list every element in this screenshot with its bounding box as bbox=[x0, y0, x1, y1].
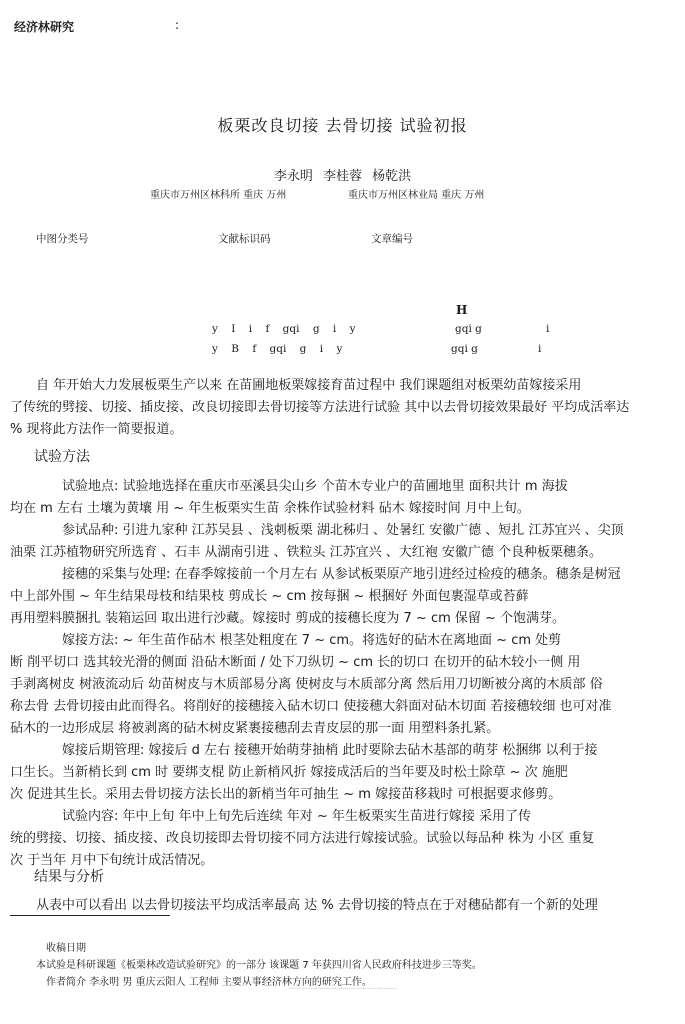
methods-line: 再用塑料膜捆扎 装箱运回 取出进行沙藏。嫁接时 剪成的接穗长度为 7 ~ cm 保留 ~ 个饱满芽。 bbox=[10, 611, 566, 626]
english-line-1b: gqi g bbox=[455, 323, 482, 335]
clc-label: 中图分类号 bbox=[36, 233, 89, 245]
english-heading: H bbox=[456, 303, 468, 317]
methods-line: 试验地点: 试验地选择在重庆市巫溪县尖山乡 个苗木专业户的苗圃地里 面积共计 m 海拔 bbox=[62, 479, 568, 494]
methods-line: 嫁接后期管理: 嫁接后 d 左右 接穗开始萌芽抽梢 此时要除去砧木基部的萌芽 松捆绑 以利于接 bbox=[62, 743, 598, 758]
methods-line: 次 促进其生长。采用去骨切接方法长出的新梢当年可抽生 ~ m 嫁接苗移栽时 可根据要求修剪。 bbox=[10, 787, 562, 802]
footnote-divider bbox=[10, 915, 170, 916]
methods-line: 接穗的采集与处理: 在春季嫁接前一个月左右 从参试板栗原产地引进经过检疫的穗条。穗条是树冠 bbox=[62, 567, 621, 582]
intro-line: 了传统的劈接、切接、插皮接、改良切接即去骨切接等方法进行试验 其中以去骨切接效果最好 平均成活率达 bbox=[10, 400, 630, 415]
section-heading-results: 结果与分析 bbox=[34, 869, 104, 885]
journal-name: 经济林研究 bbox=[14, 20, 75, 34]
methods-line: 均在 m 左右 土壤为黄壤 用 ~ 年生板栗实生苗 余株作试验材料 砧木 嫁接时间 月中上旬。 bbox=[10, 501, 530, 516]
english-line-2a: y B f gqi g i y bbox=[212, 343, 343, 355]
section-heading-methods: 试验方法 bbox=[34, 449, 90, 465]
article-number-label: 文章编号 bbox=[371, 233, 413, 245]
methods-line: 嫁接方法: ~ 年生苗作砧木 根茎处粗度在 7 ~ cm。将选好的砧木在离地面 ~ cm 处剪 bbox=[62, 633, 562, 648]
english-line-1a: y I i f gqi g i y bbox=[212, 323, 356, 335]
header-colon: : bbox=[175, 18, 180, 32]
methods-line: 次 于当年 月中下旬统计成活情况。 bbox=[10, 853, 214, 868]
methods-line: 砧木的一边形成层 将被剥离的砧木树皮紧裹接穗刮去青皮层的那一面 用塑料条扎紧。 bbox=[10, 721, 500, 736]
affiliation-1: 重庆市万州区林科所 重庆 万州 bbox=[150, 190, 287, 201]
footnote-author: 作者简介 李永明 男 重庆云阳人 工程师 主要从事经济林方向的研究工作。 bbox=[46, 977, 372, 988]
english-line-2b: gqi g bbox=[451, 343, 478, 355]
english-line-1c: i bbox=[546, 323, 550, 335]
copyright-watermark: © 1994-2013 China Academic Journal Electronic Publishing House. All rights reserved. http://www.cnki.net bbox=[287, 988, 398, 990]
footnote-project: 本试验是科研课题《板栗林改造试验研究》的一部分 该课题 7 年获四川省人民政府科技进步三等奖。 bbox=[36, 960, 482, 971]
results-line: 从表中可以看出 以去骨切接法平均成活率最高 达 % 去骨切接的特点在于对穗砧都有一个新的处理 bbox=[36, 898, 598, 913]
methods-line: 参试品种: 引进九家种 江苏吴县 、浅刺板栗 湖北秭归 、处暑红 安徽广德 、短扎 江苏宜兴 、尖顶 bbox=[62, 523, 624, 538]
methods-line: 统的劈接、切接、插皮接、改良切接即去骨切接不同方法进行嫁接试验。试验以每品种 株为 小区 重复 bbox=[10, 831, 595, 846]
intro-line: 自 年开始大力发展板栗生产以来 在苗圃地板栗嫁接育苗过程中 我们课题组对板栗幼苗嫁接采用 bbox=[36, 378, 582, 393]
methods-line: 口生长。当新梢长到 cm 时 要绑支棍 防止新梢风折 嫁接成活后的当年要及时松土除草 ~ 次 施肥 bbox=[10, 765, 568, 780]
doc-code-label: 文献标识码 bbox=[218, 233, 271, 245]
methods-line: 中上部外围 ~ 年生结果母枝和结果枝 剪成长 ~ cm 按每捆 ~ 根捆好 外面包裹湿草或苔藓 bbox=[10, 589, 529, 604]
methods-line: 油栗 江苏植物研究所选育 、石丰 从湖南引进 、铁粒头 江苏宜兴 、大红袍 安徽广德 个良种板栗穗条。 bbox=[10, 545, 603, 560]
footnote-received: 收稿日期 bbox=[46, 943, 86, 954]
affiliation-2: 重庆市万州区林业局 重庆 万州 bbox=[348, 190, 485, 201]
methods-line: 手剥离树皮 树液流动后 幼苗树皮与木质部易分离 使树皮与木质部分离 然后用刀切断被分离的木质部 俗 bbox=[10, 677, 603, 692]
article-authors: 李永明 李桂蓉 杨乾洪 bbox=[273, 169, 412, 184]
methods-line: 称去骨 去骨切接由此而得名。将削好的接穗接入砧木切口 使接穗大斜面对砧木切面 若接穗较细 也可对准 bbox=[10, 699, 612, 714]
methods-line: 试验内容: 年中上旬 年中上旬先后连续 年对 ~ 年生板栗实生苗进行嫁接 采用了传 bbox=[62, 809, 532, 824]
article-title: 板栗改良切接 去骨切接 试验初报 bbox=[217, 116, 468, 135]
methods-line: 断 削平切口 选其较光滑的侧面 沿砧木断面 / 处下刀纵切 ~ cm 长的切口 在切开的砧木较小一侧 用 bbox=[10, 655, 581, 670]
intro-line: % 现将此方法作一简要报道。 bbox=[10, 422, 183, 437]
english-line-2c: i bbox=[538, 343, 542, 355]
